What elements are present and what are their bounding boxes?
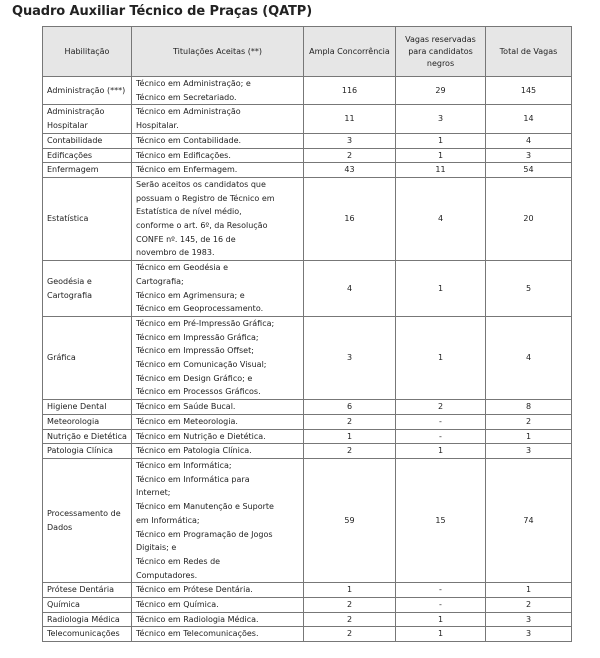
titulacao-line: Estatística de nível médio, bbox=[136, 207, 242, 217]
cell-titulacoes bbox=[132, 105, 304, 133]
cell-vagas-negros: 1 bbox=[396, 627, 486, 642]
cell-total-vagas: 3 bbox=[486, 612, 572, 627]
cell-habilitacao: Estatística bbox=[43, 177, 132, 260]
cell-habilitacao: Enfermagem bbox=[43, 163, 132, 178]
header-vagas-negros: Vagas reservadas para candidatos negros bbox=[396, 27, 486, 77]
cell-titulacoes bbox=[132, 444, 304, 459]
cell-vagas-negros: 2 bbox=[396, 400, 486, 415]
table-row bbox=[43, 627, 572, 642]
table-row bbox=[43, 316, 572, 399]
cell-vagas-negros: 29 bbox=[396, 77, 486, 105]
cell-total-vagas: 14 bbox=[486, 105, 572, 133]
cell-vagas-negros: 15 bbox=[396, 458, 486, 582]
cell-total-vagas: 5 bbox=[486, 261, 572, 317]
cell-total-vagas: 74 bbox=[486, 458, 572, 582]
cell-habilitacao: Nutrição e Dietética bbox=[43, 429, 132, 444]
vacancies-table bbox=[42, 26, 572, 642]
titulacao-line: Técnico em Pré-Impressão Gráfica; bbox=[136, 318, 275, 328]
titulacao-line: Técnico em Geodésia e bbox=[136, 263, 229, 273]
table-row bbox=[43, 458, 572, 582]
table-row bbox=[43, 177, 572, 260]
titulacao-line: Técnico em Secretariado. bbox=[136, 92, 237, 102]
cell-ampla-concorrencia: 6 bbox=[304, 400, 396, 415]
titulacao-line: Técnico em Manutenção e Suporte bbox=[136, 502, 274, 512]
table-header-row bbox=[43, 27, 572, 77]
cell-vagas-negros: 1 bbox=[396, 261, 486, 317]
cell-ampla-concorrencia: 2 bbox=[304, 612, 396, 627]
titulacao-line: Hospitalar. bbox=[136, 121, 179, 131]
table-row bbox=[43, 133, 572, 148]
cell-titulacoes bbox=[132, 612, 304, 627]
table-row bbox=[43, 77, 572, 105]
cell-ampla-concorrencia: 4 bbox=[304, 261, 396, 317]
header-titulacoes: Titulações Aceitas (**) bbox=[132, 27, 304, 77]
cell-ampla-concorrencia: 2 bbox=[304, 598, 396, 613]
titulacao-line: Técnico em Comunicação Visual; bbox=[136, 360, 267, 370]
cell-ampla-concorrencia: 16 bbox=[304, 177, 396, 260]
cell-ampla-concorrencia: 2 bbox=[304, 414, 396, 429]
cell-total-vagas: 2 bbox=[486, 414, 572, 429]
cell-ampla-concorrencia: 1 bbox=[304, 429, 396, 444]
titulacao-line: conforme o art. 6º, da Resolução bbox=[136, 221, 268, 231]
titulacao-line: Técnico em Administração bbox=[136, 107, 241, 117]
cell-titulacoes bbox=[132, 583, 304, 598]
cell-total-vagas: 4 bbox=[486, 316, 572, 399]
cell-habilitacao: Telecomunicações bbox=[43, 627, 132, 642]
cell-ampla-concorrencia: 43 bbox=[304, 163, 396, 178]
titulacao-line: Técnico em Programação de Jogos bbox=[136, 529, 273, 539]
titulacao-line: Técnico em Nutrição e Dietética. bbox=[136, 431, 266, 441]
cell-habilitacao: Edificações bbox=[43, 148, 132, 163]
cell-habilitacao: Gráfica bbox=[43, 316, 132, 399]
cell-titulacoes bbox=[132, 400, 304, 415]
cell-titulacoes bbox=[132, 598, 304, 613]
cell-titulacoes bbox=[132, 316, 304, 399]
cell-vagas-negros: - bbox=[396, 583, 486, 598]
titulacao-line: Técnico em Impressão Offset; bbox=[136, 346, 254, 356]
cell-ampla-concorrencia: 2 bbox=[304, 444, 396, 459]
cell-ampla-concorrencia: 2 bbox=[304, 627, 396, 642]
cell-total-vagas: 145 bbox=[486, 77, 572, 105]
titulacao-line: em Informática; bbox=[136, 515, 200, 525]
cell-habilitacao: Administração (***) bbox=[43, 77, 132, 105]
cell-total-vagas: 2 bbox=[486, 598, 572, 613]
cell-titulacoes bbox=[132, 458, 304, 582]
table-row bbox=[43, 583, 572, 598]
table-body bbox=[43, 77, 572, 642]
cell-total-vagas: 54 bbox=[486, 163, 572, 178]
table-row bbox=[43, 444, 572, 459]
cell-habilitacao: Meteorologia bbox=[43, 414, 132, 429]
cell-habilitacao: Administração Hospitalar bbox=[43, 105, 132, 133]
cell-vagas-negros: 1 bbox=[396, 133, 486, 148]
titulacao-line: Técnico em Enfermagem. bbox=[136, 165, 238, 175]
titulacao-line: novembro de 1983. bbox=[136, 248, 215, 258]
cell-habilitacao: Geodésia e Cartografia bbox=[43, 261, 132, 317]
titulacao-line: Internet; bbox=[136, 488, 171, 498]
cell-ampla-concorrencia: 2 bbox=[304, 148, 396, 163]
cell-titulacoes bbox=[132, 133, 304, 148]
table-row bbox=[43, 400, 572, 415]
cell-vagas-negros: 1 bbox=[396, 316, 486, 399]
cell-vagas-negros: 1 bbox=[396, 612, 486, 627]
cell-vagas-negros: 11 bbox=[396, 163, 486, 178]
cell-habilitacao: Contabilidade bbox=[43, 133, 132, 148]
cell-vagas-negros: 1 bbox=[396, 444, 486, 459]
cell-titulacoes bbox=[132, 627, 304, 642]
titulacao-line: Técnico em Contabilidade. bbox=[136, 135, 242, 145]
cell-total-vagas: 3 bbox=[486, 148, 572, 163]
titulacao-line: Técnico em Informática para bbox=[136, 474, 250, 484]
page-title: Quadro Auxiliar Técnico de Praças (QATP) bbox=[12, 4, 313, 19]
titulacao-line: Técnico em Patologia Clínica. bbox=[136, 446, 252, 456]
table-row bbox=[43, 148, 572, 163]
cell-ampla-concorrencia: 59 bbox=[304, 458, 396, 582]
titulacao-line: Técnico em Meteorologia. bbox=[136, 416, 238, 426]
cell-ampla-concorrencia: 3 bbox=[304, 133, 396, 148]
cell-titulacoes bbox=[132, 414, 304, 429]
titulacao-line: Técnico em Química. bbox=[136, 600, 219, 610]
titulacao-line: Técnico em Edificações. bbox=[136, 150, 231, 160]
titulacao-line: Técnico em Design Gráfico; e bbox=[136, 373, 253, 383]
titulacao-line: Técnico em Processos Gráficos. bbox=[136, 387, 261, 397]
table-row bbox=[43, 429, 572, 444]
cell-total-vagas: 1 bbox=[486, 429, 572, 444]
titulacao-line: Técnico em Informática; bbox=[136, 460, 232, 470]
titulacao-line: possuam o Registro de Técnico em bbox=[136, 193, 275, 203]
titulacao-line: Técnico em Geoprocessamento. bbox=[136, 304, 264, 314]
cell-total-vagas: 4 bbox=[486, 133, 572, 148]
cell-vagas-negros: 4 bbox=[396, 177, 486, 260]
cell-ampla-concorrencia: 116 bbox=[304, 77, 396, 105]
titulacao-line: Técnico em Redes de bbox=[136, 556, 221, 566]
cell-vagas-negros: - bbox=[396, 429, 486, 444]
cell-habilitacao: Higiene Dental bbox=[43, 400, 132, 415]
titulacao-line: Técnico em Prótese Dentária. bbox=[136, 585, 253, 595]
cell-total-vagas: 1 bbox=[486, 583, 572, 598]
header-total-vagas: Total de Vagas bbox=[486, 27, 572, 77]
table-row bbox=[43, 261, 572, 317]
header-ampla-concorrencia: Ampla Concorrência bbox=[304, 27, 396, 77]
table-row bbox=[43, 598, 572, 613]
cell-vagas-negros: 3 bbox=[396, 105, 486, 133]
titulacao-line: Técnico em Impressão Gráfica; bbox=[136, 332, 259, 342]
titulacao-line: Técnico em Agrimensura; e bbox=[136, 290, 245, 300]
cell-titulacoes bbox=[132, 148, 304, 163]
cell-total-vagas: 3 bbox=[486, 444, 572, 459]
table-row bbox=[43, 105, 572, 133]
table-row bbox=[43, 163, 572, 178]
cell-titulacoes bbox=[132, 163, 304, 178]
cell-vagas-negros: - bbox=[396, 598, 486, 613]
cell-titulacoes bbox=[132, 177, 304, 260]
table-row bbox=[43, 414, 572, 429]
cell-titulacoes bbox=[132, 77, 304, 105]
titulacao-line: Técnico em Administração; e bbox=[136, 79, 251, 88]
cell-habilitacao: Processamento de Dados bbox=[43, 458, 132, 582]
titulacao-line: Computadores. bbox=[136, 570, 198, 580]
cell-ampla-concorrencia: 11 bbox=[304, 105, 396, 133]
cell-total-vagas: 8 bbox=[486, 400, 572, 415]
titulacao-line: Técnico em Radiologia Médica. bbox=[136, 614, 259, 624]
cell-total-vagas: 3 bbox=[486, 627, 572, 642]
cell-titulacoes bbox=[132, 429, 304, 444]
cell-titulacoes bbox=[132, 261, 304, 317]
titulacao-line: Serão aceitos os candidatos que bbox=[136, 179, 266, 189]
titulacao-line: Digitais; e bbox=[136, 543, 177, 553]
titulacao-line: Técnico em Saúde Bucal. bbox=[136, 402, 236, 412]
titulacao-line: CONFE nº. 145, de 16 de bbox=[136, 234, 236, 244]
titulacao-line: Técnico em Telecomunicações. bbox=[136, 629, 259, 639]
cell-habilitacao: Química bbox=[43, 598, 132, 613]
cell-habilitacao: Radiologia Médica bbox=[43, 612, 132, 627]
cell-total-vagas: 20 bbox=[486, 177, 572, 260]
header-habilitacao: Habilitação bbox=[43, 27, 132, 77]
titulacao-line: Cartografia; bbox=[136, 276, 184, 286]
cell-vagas-negros: 1 bbox=[396, 148, 486, 163]
cell-ampla-concorrencia: 3 bbox=[304, 316, 396, 399]
table-row bbox=[43, 612, 572, 627]
cell-vagas-negros: - bbox=[396, 414, 486, 429]
cell-ampla-concorrencia: 1 bbox=[304, 583, 396, 598]
cell-habilitacao: Prótese Dentária bbox=[43, 583, 132, 598]
cell-habilitacao: Patologia Clínica bbox=[43, 444, 132, 459]
